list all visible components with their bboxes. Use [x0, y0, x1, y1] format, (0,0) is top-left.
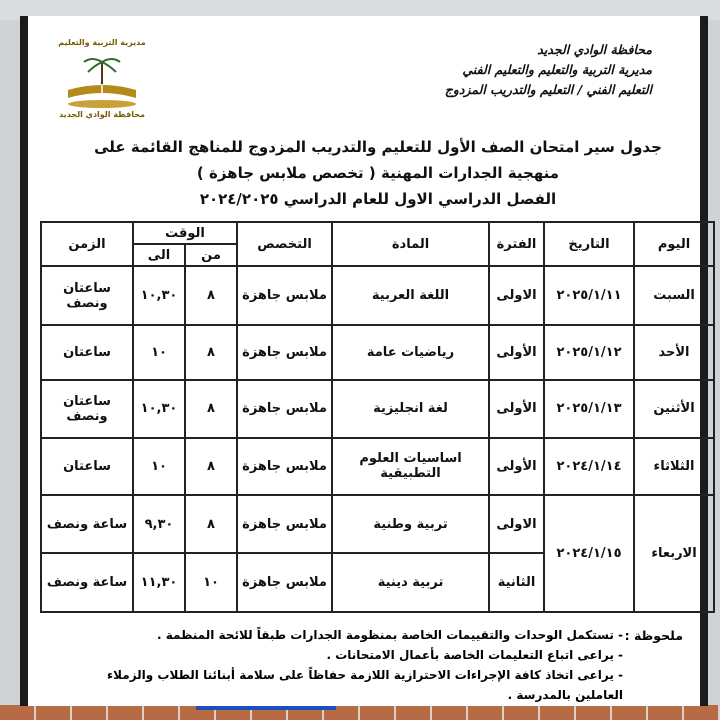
cell-date: ٢٠٢٥/١/١٢: [544, 325, 634, 380]
cell-period: الاولى: [489, 495, 544, 554]
title-line-3: الفصل الدراسي الاول للعام الدراسي ٢٠٢٤/٢٠٢٥: [199, 190, 557, 208]
header-subject: المادة: [332, 222, 489, 266]
header-from: من: [185, 244, 237, 266]
cell-period: الأولى: [489, 380, 544, 439]
cell-to: ٩,٣٠: [133, 495, 185, 554]
cell-from: ٨: [185, 438, 237, 495]
ministry-logo: [54, 38, 150, 120]
header-date: التاريخ: [544, 222, 634, 266]
cell-subject: اساسيات العلوم التطبيقية: [332, 438, 489, 495]
cell-date: ٢٠٢٥/١/١٣: [544, 380, 634, 439]
governorate-line: محافظة الوادي الجديد: [537, 42, 652, 57]
table-header-row: [41, 222, 714, 244]
cell-to: ١٠,٣٠: [133, 266, 185, 325]
book-palm-icon: [54, 50, 150, 110]
logo-text-bottom: محافظة الوادي الجديد: [59, 110, 145, 119]
header-day: اليوم: [634, 222, 714, 266]
cell-specialty: ملابس جاهزة: [237, 553, 332, 612]
cell-day: الثلاثاء: [634, 438, 714, 495]
cell-specialty: ملابس جاهزة: [237, 380, 332, 439]
cell-to: ١١,٣٠: [133, 553, 185, 612]
brick-wall-bottom: [0, 705, 720, 720]
note-item: العاملين بالمدرسة .: [507, 688, 623, 702]
cell-subject: لغة انجليزية: [332, 380, 489, 439]
cell-from: ١٠: [185, 553, 237, 612]
cell-duration: ساعتان: [41, 325, 133, 380]
cell-from: ٨: [185, 266, 237, 325]
cell-date: ٢٠٢٥/١/١١: [544, 266, 634, 325]
cell-from: ٨: [185, 495, 237, 554]
header-to: الى: [133, 244, 185, 266]
directorate-line: مديرية التربية والتعليم والتعليم الفني: [462, 62, 652, 77]
letterhead: [445, 40, 652, 100]
cell-subject: اللغة العربية: [332, 266, 489, 325]
cell-day: السبت: [634, 266, 714, 325]
cell-duration: ساعتان: [41, 438, 133, 495]
table-row: [41, 380, 714, 439]
exam-schedule-table: [40, 221, 715, 613]
cell-to: ١٠: [133, 438, 185, 495]
notes-label: ملحوظة :: [624, 628, 683, 643]
cell-from: ٨: [185, 325, 237, 380]
header-time: الوقت: [133, 222, 237, 244]
cell-from: ٨: [185, 380, 237, 439]
logo-text-top: مديرية التربية والتعليم: [58, 38, 146, 47]
title-line-2: منهجية الجدارات المهنية ( تخصص ملابس جاهزة ): [196, 164, 560, 182]
table-row: [41, 325, 714, 380]
cell-day: الأثنين: [634, 380, 714, 439]
cell-period: الاولى: [489, 266, 544, 325]
cell-specialty: ملابس جاهزة: [237, 325, 332, 380]
document-sheet: [20, 16, 708, 706]
cell-period: الأولى: [489, 438, 544, 495]
cell-to: ١٠,٣٠: [133, 380, 185, 439]
header-period: الفترة: [489, 222, 544, 266]
cell-duration: ساعة ونصف: [41, 553, 133, 612]
table-row: [41, 495, 714, 554]
cell-date: ٢٠٢٤/١/١٤: [544, 438, 634, 495]
cell-specialty: ملابس جاهزة: [237, 266, 332, 325]
title-line-1: جدول سير امتحان الصف الأول للتعليم والتدريب المزدوج للمناهج القائمة على: [94, 138, 662, 156]
table-row: [41, 266, 714, 325]
cell-subject: تربية وطنية: [332, 495, 489, 554]
cell-specialty: ملابس جاهزة: [237, 438, 332, 495]
header-specialty: التخصص: [237, 222, 332, 266]
note-item: - يراعى اتباع التعليمات الخاصة بأعمال الامتحانات .: [326, 648, 623, 662]
note-item: - يراعى اتخاذ كافة الإجراءات الاحترازية اللازمة حفاظاً على سلامة أبنائنا الطلاب والزملاء: [107, 668, 623, 682]
cell-duration: ساعتان ونصف: [41, 380, 133, 439]
cell-duration: ساعتان ونصف: [41, 266, 133, 325]
cell-subject: رياضيات عامة: [332, 325, 489, 380]
cell-specialty: ملابس جاهزة: [237, 495, 332, 554]
cell-period: الثانية: [489, 553, 544, 612]
cell-day: الأحد: [634, 325, 714, 380]
note-item: - تستكمل الوحدات والتقييمات الخاصة بمنظومة الجدارات طبقاً للائحة المنظمة .: [157, 628, 623, 642]
cell-subject: تربية دينية: [332, 553, 489, 612]
cell-date: ٢٠٢٤/١/١٥: [544, 495, 634, 612]
cell-day: الاربعاء: [634, 495, 714, 612]
cell-to: ١٠: [133, 325, 185, 380]
cell-duration: ساعة ونصف: [41, 495, 133, 554]
cell-period: الأولى: [489, 325, 544, 380]
header-duration: الزمن: [41, 222, 133, 266]
document-title: [68, 134, 688, 212]
table-row: [41, 438, 714, 495]
department-line: التعليم الفني / التعليم والتدريب المزدوج: [444, 82, 652, 97]
